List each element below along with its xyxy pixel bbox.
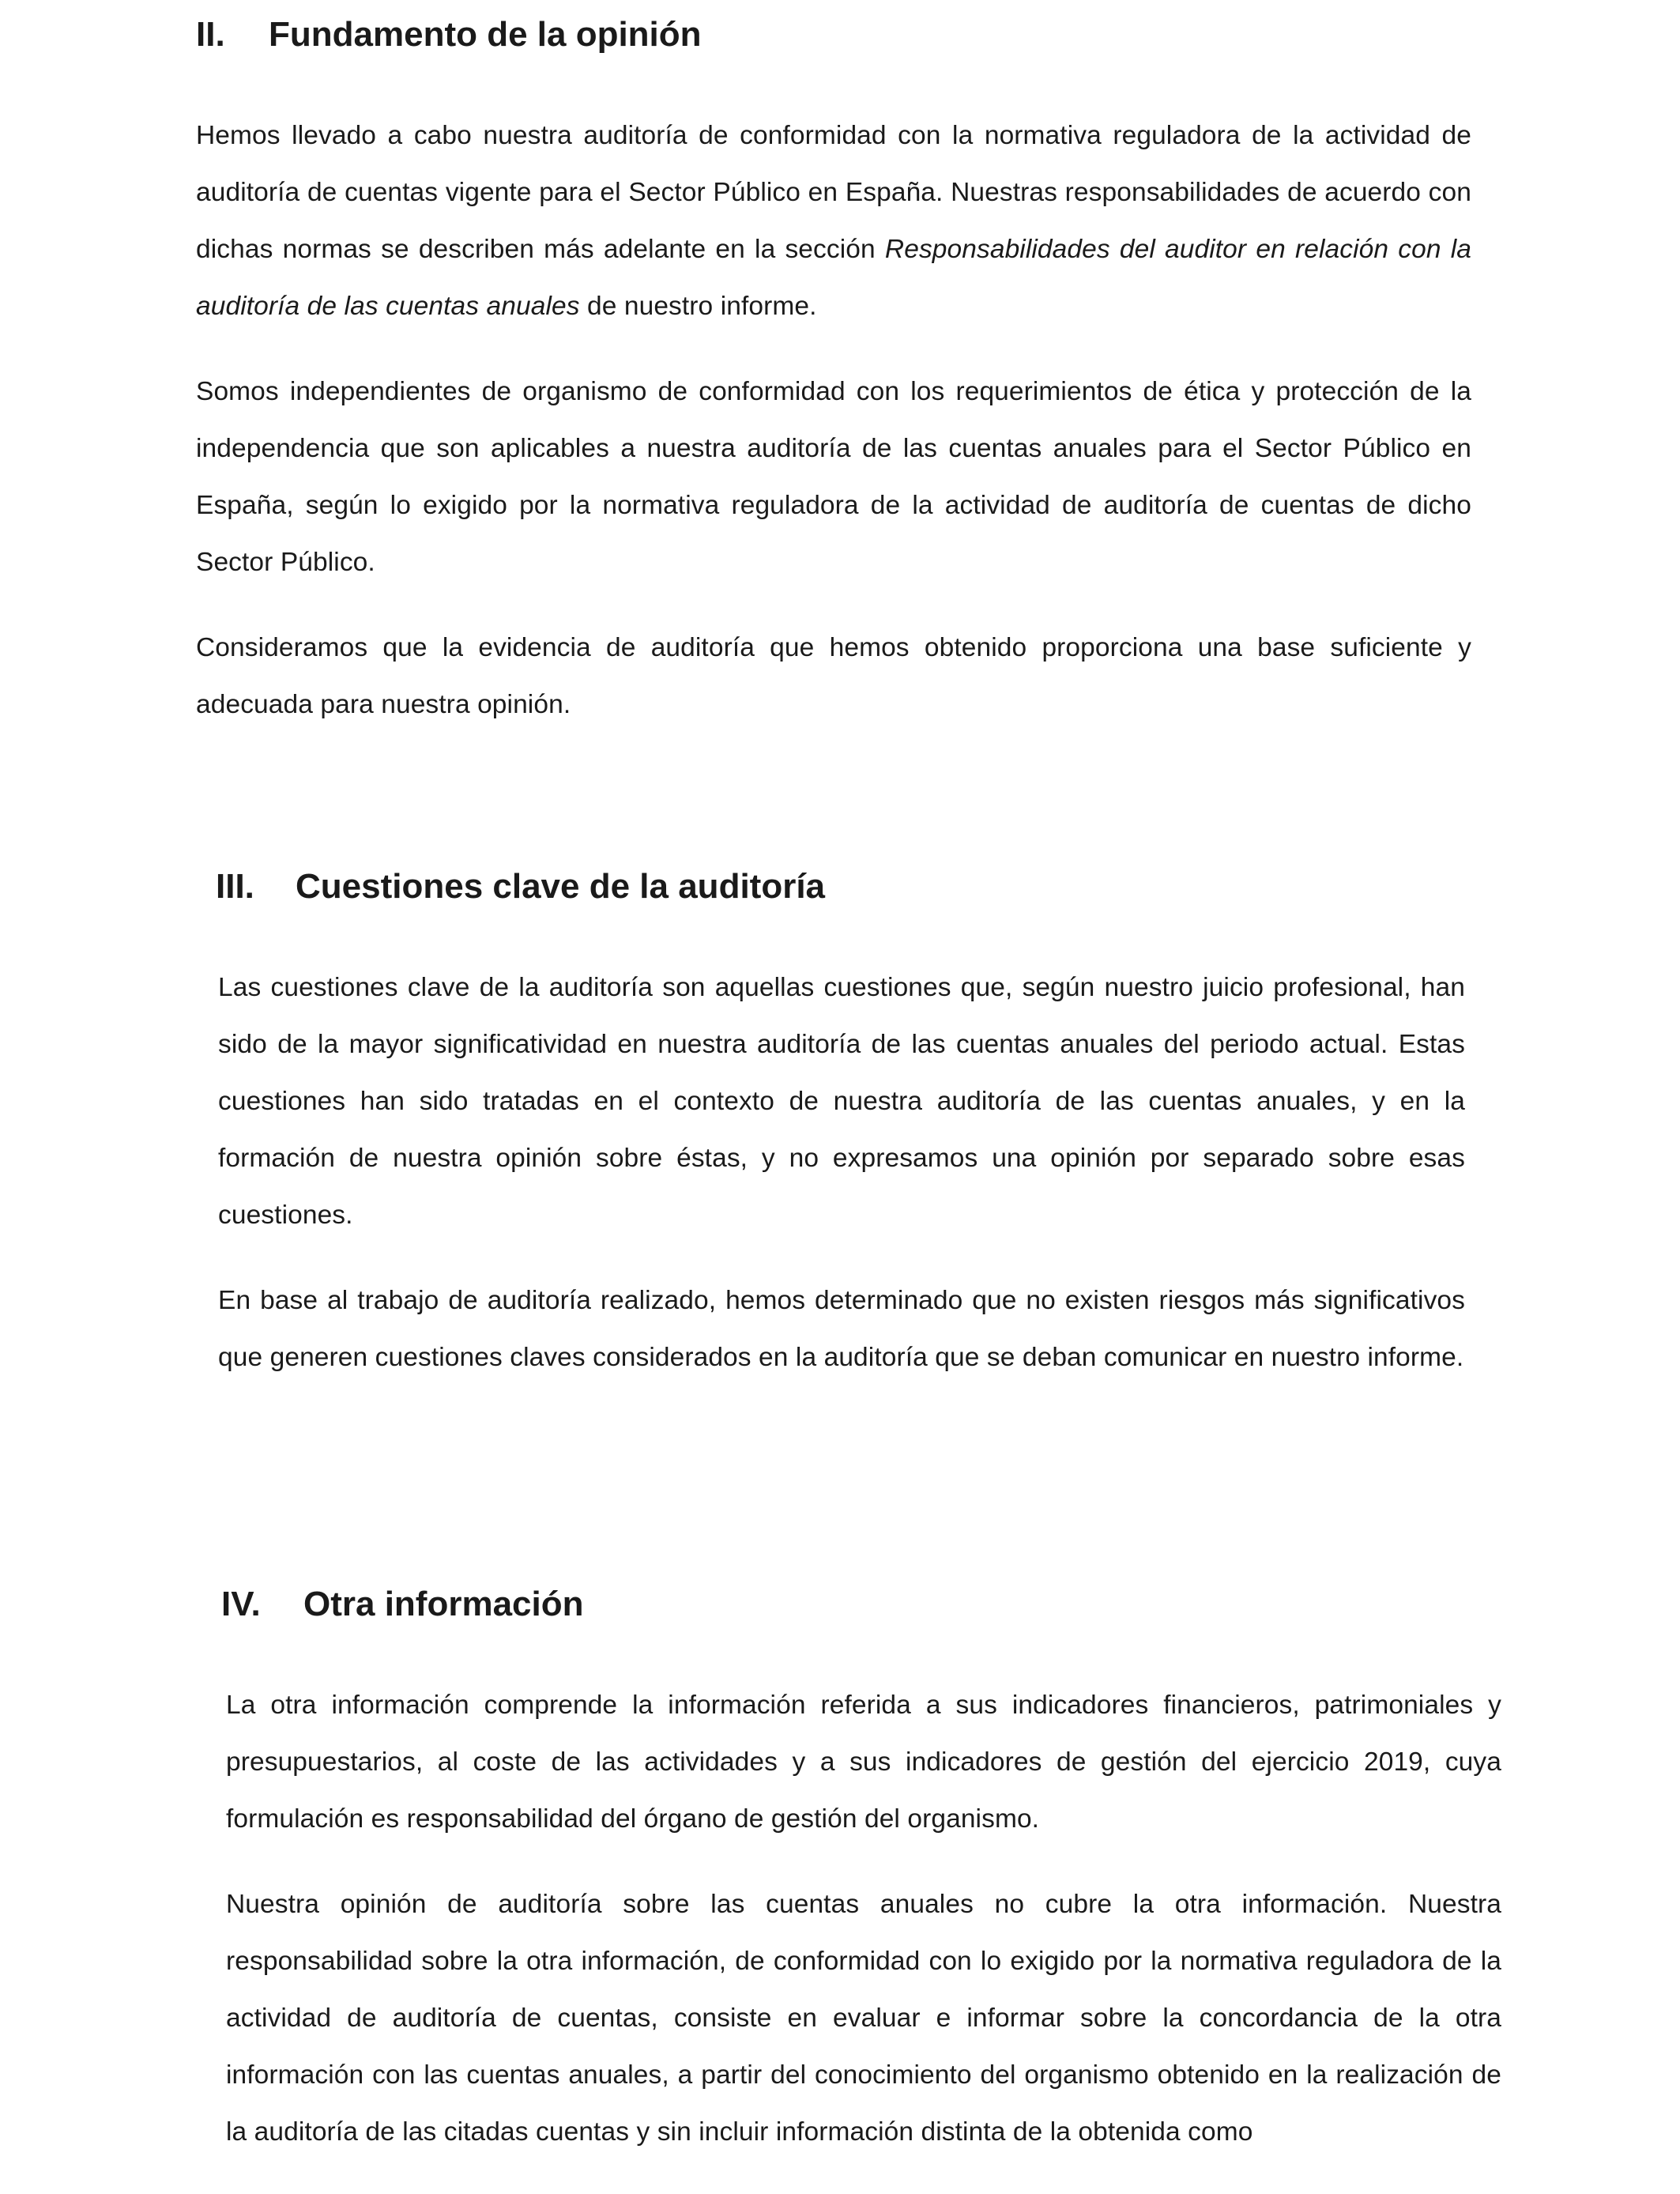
- section-heading: [216, 865, 1465, 909]
- section-number: III.: [216, 867, 254, 906]
- paragraph-italic-reference: Responsabilidades del auditor en relación con la auditoría de las cuentas anuales: [196, 235, 1471, 321]
- section-title: Fundamento de la opinión: [269, 15, 702, 54]
- section-fundamento-opinion: [196, 13, 1471, 733]
- section-heading: [221, 1582, 1501, 1627]
- paragraph-text: de nuestro informe.: [579, 292, 817, 321]
- paragraph: [196, 107, 1471, 335]
- paragraph: Las cuestiones clave de la auditoría son aquellas cuestiones que, según nuestro juicio profesional, han sido de la mayor significatividad en nuestra auditoría de las cuentas anuales del periodo actual. Estas cuestiones han sido tratadas en el contexto de nuestra auditoría de las cuentas anuales, y en la formación de nuestra opinión sobre éstas, y no expresamos una opinión por separado sobre esas cuestiones.: [218, 973, 1465, 1230]
- paragraph: Somos independientes de organismo de conformidad con los requerimientos de ética y protección de la independencia que son aplicables a nuestra auditoría de las cuentas anuales para el Sector Público en España, según lo exigido por la normativa reguladora de la actividad de auditoría de cuentas de dicho Sector Público.: [196, 377, 1471, 577]
- section-heading: [196, 13, 1471, 57]
- section-cuestiones-clave: [218, 865, 1465, 1386]
- paragraph: Nuestra opinión de auditoría sobre las cuentas anuales no cubre la otra información. Nuestra responsabilidad sobre la otra información, de conformidad con lo exigido por la normativa reguladora de la actividad de auditoría de cuentas, consiste en evaluar e informar sobre la concordancia de la otra información con las cuentas anuales, a partir del conocimiento del organismo obtenido en la realización de la auditoría de las citadas cuentas y sin incluir información distinta de la obtenida como: [226, 1890, 1501, 2147]
- section-number: IV.: [221, 1585, 261, 1623]
- section-title: Otra información: [303, 1585, 584, 1623]
- paragraph-text: Hemos llevado a cabo nuestra auditoría de conformidad con la normativa reguladora de la actividad de auditoría de cuentas vigente para el Sector Público en España. Nuestras responsabilidades de acuerdo con dichas normas se describen más adelante en la sección: [196, 121, 1471, 264]
- section-otra-informacion: [221, 1582, 1501, 2161]
- section-title: Cuestiones clave de la auditoría: [296, 867, 826, 906]
- paragraph: La otra información comprende la información referida a sus indicadores financieros, patrimoniales y presupuestarios, al coste de las actividades y a sus indicadores de gestión del ejercicio 2019, cuya formulación es responsabilidad del órgano de gestión del organismo.: [226, 1691, 1501, 1834]
- paragraph: En base al trabajo de auditoría realizado, hemos determinado que no existen riesgos más significativos que generen cuestiones claves considerados en la auditoría que se deban comunicar en nuestro informe.: [218, 1286, 1465, 1372]
- paragraph: Consideramos que la evidencia de auditoría que hemos obtenido proporciona una base suficiente y adecuada para nuestra opinión.: [196, 633, 1471, 719]
- section-number: II.: [196, 15, 225, 54]
